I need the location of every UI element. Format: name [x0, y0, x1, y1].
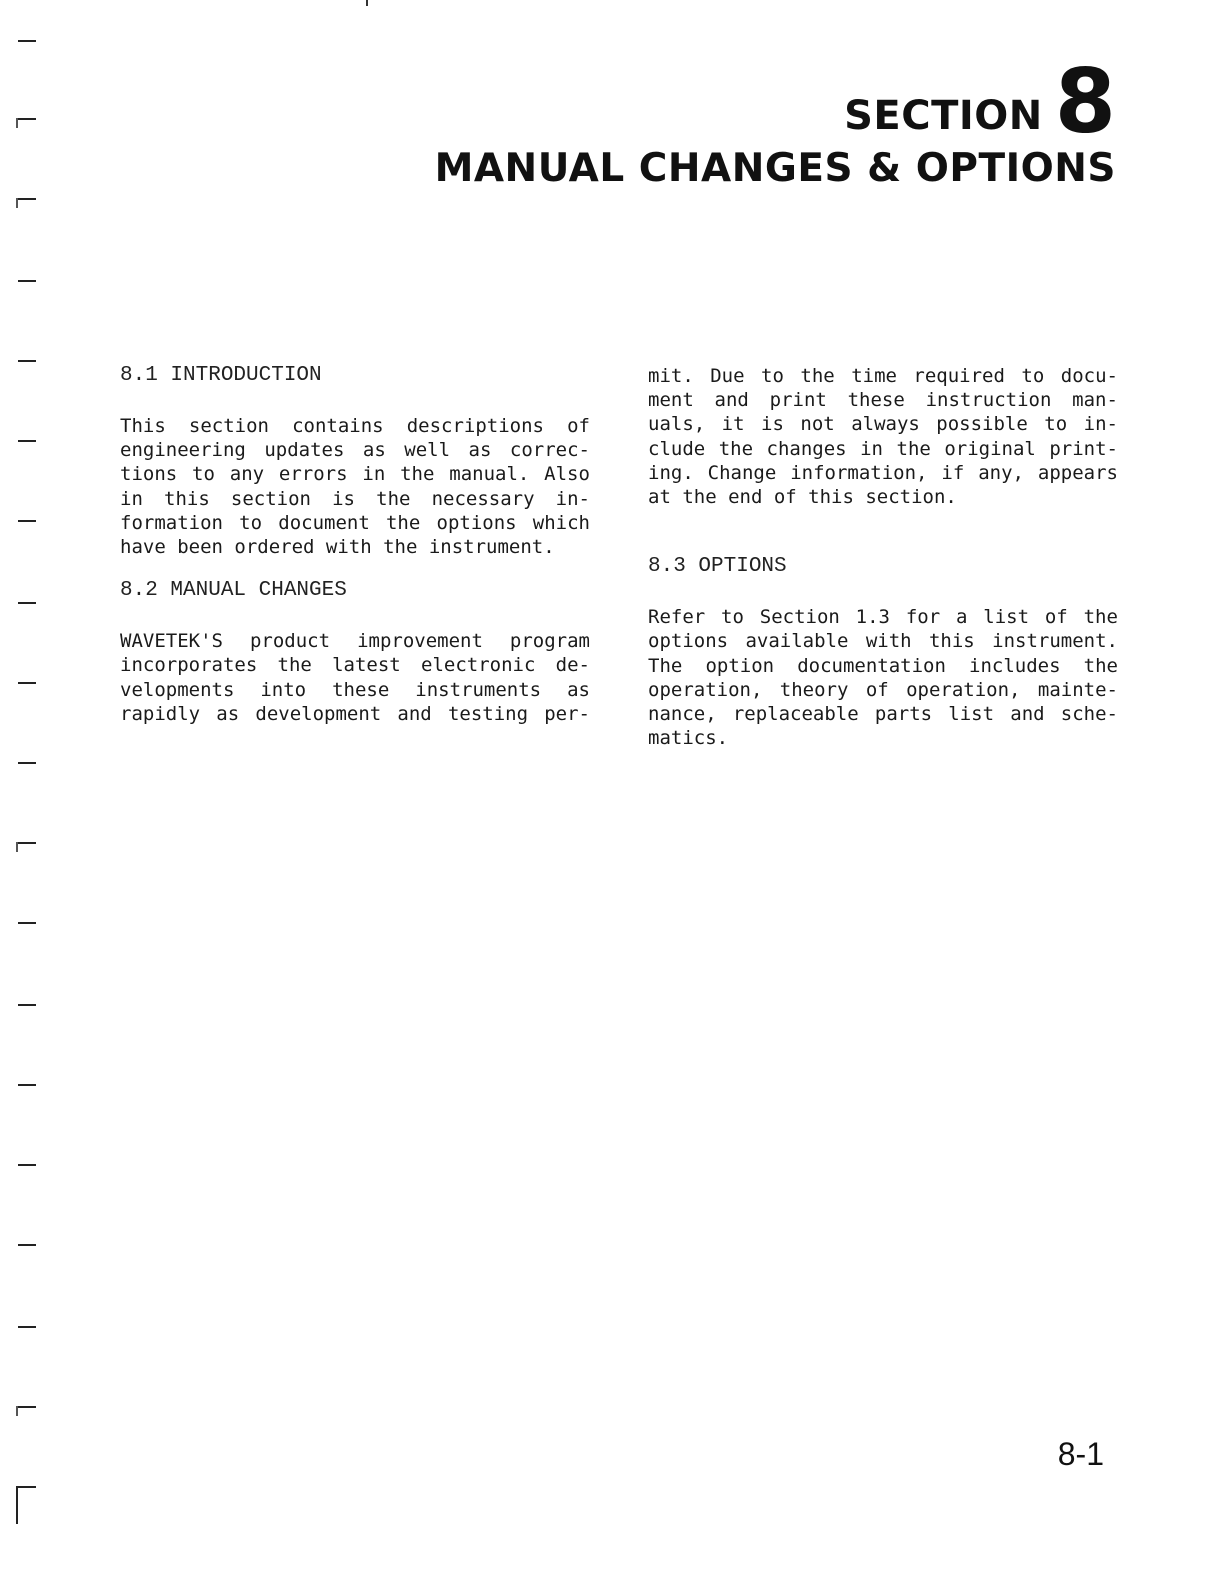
section-header: [434, 50, 1116, 192]
binding-margin-marks: [0, 0, 60, 1580]
heading-options: 8.3 OPTIONS: [648, 555, 787, 579]
binding-mark: [18, 440, 36, 442]
manual-changes-paragraph-part2: [648, 364, 1118, 509]
paragraph-line: rapidly as development and testing per-: [120, 702, 590, 725]
paragraph-line: nance, replaceable parts list and sche-: [648, 703, 1118, 726]
paragraph-line: The option documentation includes the: [648, 654, 1118, 677]
paragraph-line: uals, it is not always possible to in-: [648, 413, 1118, 436]
introduction-paragraph: [120, 414, 590, 559]
binding-mark: [18, 40, 36, 42]
binding-mark: [18, 118, 36, 120]
binding-mark: [18, 360, 36, 362]
heading-manual-changes: 8.2 MANUAL CHANGES: [120, 579, 347, 603]
binding-mark: [18, 1164, 36, 1166]
binding-mark: [18, 922, 36, 924]
paragraph-line: at the end of this section.: [648, 486, 957, 509]
paragraph-line: formation to document the options which: [120, 511, 590, 534]
binding-mark: [18, 1406, 36, 1408]
left-column: [120, 364, 590, 726]
paragraph-line: options available with this instrument.: [648, 630, 1118, 653]
binding-mark: [18, 280, 36, 282]
paragraph-line: matics.: [648, 727, 729, 750]
paragraph-line: mit. Due to the time required to docu-: [648, 365, 1118, 387]
binding-mark: [18, 520, 36, 522]
paragraph-line: ment and print these instruction man-: [648, 389, 1118, 412]
binding-mark: [18, 1244, 36, 1246]
binding-mark: [18, 602, 36, 604]
binding-mark: [18, 1326, 36, 1328]
binding-mark: [18, 842, 36, 844]
binding-mark: [18, 682, 36, 684]
binding-mark: [18, 762, 36, 764]
paragraph-line: clude the changes in the original print-: [648, 437, 1118, 460]
page-number: 8-1: [1057, 1436, 1104, 1472]
binding-mark: [18, 1486, 36, 1488]
section-word: SECTION: [844, 93, 1043, 140]
paragraph-line: Refer to Section 1.3 for a list of the: [648, 606, 1118, 629]
paragraph-line: WAVETEK'S product improvement program: [120, 630, 590, 653]
scan-artifact-mark: [366, 0, 368, 6]
options-paragraph: [648, 605, 1118, 750]
heading-introduction: 8.1 INTRODUCTION: [120, 364, 322, 387]
paragraph-line: ing. Change information, if any, appears: [648, 461, 1118, 484]
paragraph-line: This section contains descriptions of: [120, 415, 590, 437]
manual-changes-paragraph-part1: [120, 629, 590, 726]
section-number: 8: [1054, 50, 1116, 153]
paragraph-line: incorporates the latest electronic de-: [120, 654, 590, 677]
paragraph-line: tions to any errors in the manual. Also: [120, 463, 590, 486]
paragraph-line: velopments into these instruments as: [120, 678, 590, 701]
paragraph-line: operation, theory of operation, mainte-: [648, 678, 1118, 701]
binding-mark: [18, 1084, 36, 1086]
section-label-line: [435, 50, 1116, 153]
paragraph-line: in this section is the necessary in-: [120, 487, 590, 510]
binding-mark: [18, 198, 36, 200]
binding-mark: [18, 1004, 36, 1006]
paragraph-line: engineering updates as well as correc-: [120, 439, 590, 462]
section-title: MANUAL CHANGES & OPTIONS: [434, 146, 1116, 192]
paragraph-line: have been ordered with the instrument.: [120, 536, 555, 559]
right-column: [648, 364, 1118, 750]
